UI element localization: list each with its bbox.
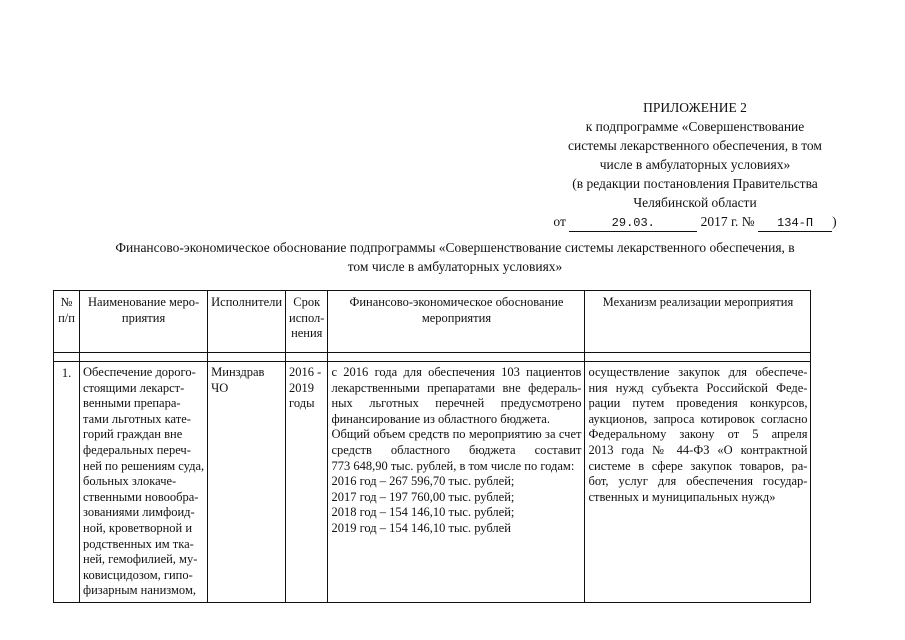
resolution-date: 29.03.	[569, 215, 697, 232]
cell-line: 2019	[289, 380, 315, 395]
table-header-row	[54, 291, 811, 353]
table-row	[54, 362, 811, 603]
appendix-header	[520, 98, 870, 232]
header-mechanism: Механизм реализации мероприятия	[585, 291, 811, 353]
year-label: 2017 г. №	[700, 214, 755, 229]
cell-line: аукционов, запроса котировок согласно	[588, 411, 808, 426]
cell-line: бот, услуг для обеспечения государ-	[588, 474, 808, 489]
cell-line: 2016 год – 267 596,70 тыс. рублей;	[331, 474, 515, 489]
cell-line: горий граждан вне	[83, 427, 183, 442]
cell-line: 2018 год – 154 146,10 тыс. рублей;	[331, 505, 515, 520]
appendix-line: к подпрограмме «Совершенствование	[585, 119, 805, 134]
cell-line: 2016 -	[289, 365, 322, 379]
cell-line: ней по решениям суда,	[83, 458, 205, 473]
cell-line: ственными новообра-	[83, 489, 199, 504]
cell-line: рации путем проведения конкурсов,	[588, 396, 808, 411]
measures-table	[53, 290, 811, 603]
header-term: Срок испол- нения	[286, 291, 328, 353]
cell-line: 2013 года № 44-ФЗ «О контрактной	[588, 442, 808, 457]
header-num: № п/п	[54, 291, 80, 353]
cell-line: лекарственными препаратами вне федераль-	[331, 380, 582, 395]
cell-line: ней, гемофилией, му-	[83, 552, 198, 567]
document-title	[60, 238, 850, 276]
cell-line: ственных и муниципальных нужд»	[588, 489, 776, 504]
closing-paren: )	[832, 214, 837, 229]
cell-line: физарным нанизмом,	[83, 583, 196, 598]
executors-cell	[208, 362, 286, 603]
title-line: том числе в амбулаторных условиях»	[347, 259, 563, 274]
table-spacer-row	[54, 353, 811, 362]
cell-line: 2017 год – 197 760,00 тыс. рублей;	[331, 489, 515, 504]
header-financial: Финансово-экономическое обоснование мероприятия	[328, 291, 585, 353]
cell-line: ных льготных перечней предусмотрено	[331, 396, 582, 411]
appendix-line: Челябинской области	[633, 195, 757, 210]
cell-line: с 2016 года для обеспечения 103 пациентов	[331, 365, 582, 379]
cell-line: больных злокаче-	[83, 474, 177, 489]
cell-line: Минздрав	[211, 365, 265, 379]
cell-line: финансирование из областного бюджета.	[331, 411, 550, 426]
header-executors: Исполнители	[208, 291, 286, 353]
mechanism-cell	[585, 362, 811, 603]
cell-line: федеральных переч-	[83, 442, 191, 457]
title-line: Финансово-экономическое обоснование подпрограммы «Совершенствование системы лекарственного обеспечения, в	[115, 240, 795, 255]
cell-line: тами льготных кате-	[83, 411, 191, 426]
cell-line: годы	[289, 396, 315, 411]
cell-line: стоящими лекарст-	[83, 380, 185, 395]
cell-line: Обеспечение дорого-	[83, 365, 196, 379]
appendix-line: числе в амбулаторных условиях»	[599, 157, 791, 172]
cell-line: ной, кроветворной и	[83, 520, 193, 535]
measure-name-cell	[80, 362, 208, 603]
cell-line: системе в сфере закупок товаров, ра-	[588, 458, 808, 473]
cell-line: осуществление закупок для обеспече-	[588, 365, 808, 379]
cell-line: венными препара-	[83, 396, 181, 411]
financial-cell	[328, 362, 585, 603]
cell-line: родственных им тка-	[83, 536, 194, 551]
appendix-line: (в редакции постановления Правительства	[572, 176, 818, 191]
cell-line: ния нужд субъекта Российской Феде-	[588, 380, 808, 395]
cell-line: зованиями лимфоид-	[83, 505, 195, 520]
cell-line: ЧО	[211, 380, 229, 395]
resolution-number: 134-П	[758, 215, 832, 232]
cell-line: средств областного бюджета составит	[331, 442, 582, 457]
appendix-line: системы лекарственного обеспечения, в том	[568, 138, 822, 153]
row-number: 1.	[54, 362, 80, 603]
cell-line: 2019 год – 154 146,10 тыс. рублей	[331, 520, 511, 535]
cell-line: ковисцидозом, гипо-	[83, 567, 193, 582]
cell-line: 773 648,90 тыс. рублей, в том числе по годам:	[331, 458, 575, 473]
resolution-date-line	[520, 212, 870, 232]
cell-line: Федеральному закону от 5 апреля	[588, 427, 808, 442]
from-label: от	[553, 214, 566, 229]
header-name: Наименование меро- приятия	[80, 291, 208, 353]
term-cell	[286, 362, 328, 603]
appendix-title: ПРИЛОЖЕНИЕ 2	[643, 100, 747, 115]
cell-line: Общий объем средств по мероприятию за счет	[331, 427, 582, 442]
